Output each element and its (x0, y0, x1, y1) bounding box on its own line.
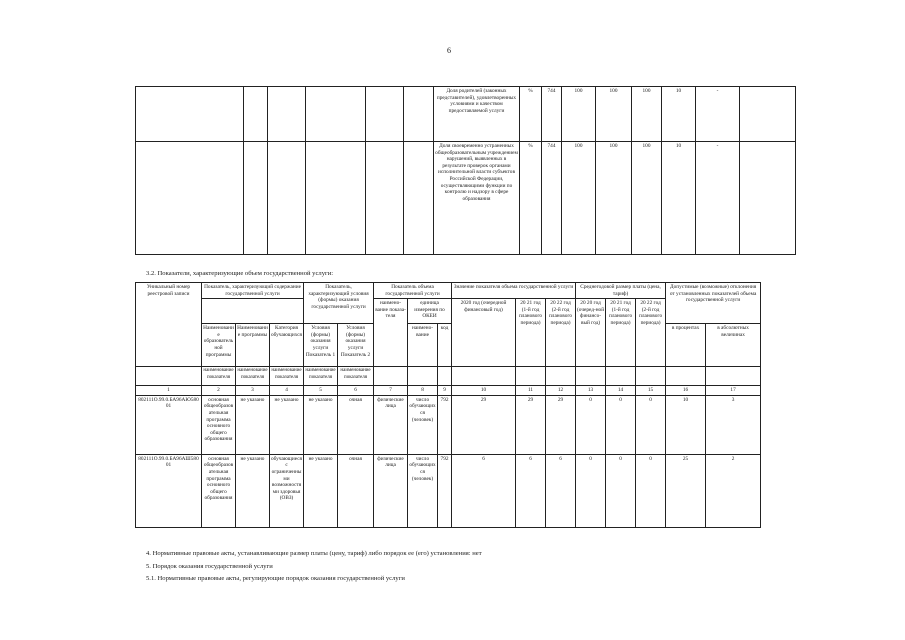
column-number: 7 (374, 386, 408, 396)
tolerance-absolute: - (696, 87, 740, 142)
fee-2021-header: 20 21 год (1-й год планового периода) (606, 299, 636, 367)
column-numbers-row (136, 386, 761, 396)
condition2-cell: очная (338, 454, 374, 527)
volume-name-header: наимено-вание показа-теля (374, 299, 408, 367)
table-row (136, 87, 796, 142)
conditions-group-header: Показатель, характеризующий условия (формы) оказания государственной услуги (304, 283, 374, 324)
registry-id: 802111О.99.0.БА96АЮ58001 (136, 395, 202, 454)
sub-name: наименование показателя (338, 367, 374, 386)
value-2020: 100 (562, 142, 596, 255)
unit-code-header: код (438, 324, 452, 367)
subheader-row (136, 367, 761, 386)
indicator-name: Доля родителей (законных представителей), удовлетворенных условиями и качеством предоставляемой услуги (434, 87, 520, 142)
table-row (136, 142, 796, 255)
fee-2020: 0 (576, 454, 606, 527)
code-cell: 792 (438, 395, 452, 454)
column-number: 3 (236, 386, 270, 396)
tolerance-percent: 10 (666, 395, 706, 454)
table-row (136, 454, 761, 527)
column-number: 11 (516, 386, 546, 396)
unique-number-header: Уникальный номер реестровой записи (136, 283, 202, 367)
code-cell: 744 (542, 142, 562, 255)
fee-2021: 0 (606, 454, 636, 527)
tolerance-percent-header: в процентах (666, 324, 706, 367)
column-number: 9 (438, 386, 452, 396)
value-2022: 29 (546, 395, 576, 454)
col-condition1-header: Условия (формы) оказания услуги Показатель 1 (304, 324, 338, 367)
tolerance-absolute: - (696, 142, 740, 255)
registry-id: 802111О.99.0.БА96АШ58001 (136, 454, 202, 527)
header-row (136, 283, 761, 299)
values-group-header: Значение показателя объема государственной услуги (452, 283, 576, 299)
tolerance-absolute: 2 (706, 454, 761, 527)
value-2021: 100 (596, 87, 632, 142)
fee-2022: 0 (636, 454, 666, 527)
header-row (136, 324, 761, 367)
tolerance-percent: 10 (662, 142, 696, 255)
value-2021: 100 (596, 142, 632, 255)
column-number: 15 (636, 386, 666, 396)
column-number: 1 (136, 386, 202, 396)
col-programs-header: Наименование программы (236, 324, 270, 367)
fee-2020: 0 (576, 395, 606, 454)
tolerance-absolute: 3 (706, 395, 761, 454)
unit-group-header: единица измерения по ОКЕИ (408, 299, 452, 324)
column-number: 12 (546, 386, 576, 396)
column-number: 13 (576, 386, 606, 396)
tolerance-percent: 10 (662, 87, 696, 142)
unit-cell: % (520, 87, 542, 142)
code-cell: 792 (438, 454, 452, 527)
fee-2022-header: 20 22 год (2-й год планового периода) (636, 299, 666, 367)
content-group-header: Показатель, характеризующий содержание государственной услуги (202, 283, 304, 299)
program-cell: основная общеобразовательная программа основного общего образования (202, 454, 236, 527)
col-program-header: Наименование образовательной программы (202, 324, 236, 367)
volume-group-header: Показатель объема государственной услуги (374, 283, 452, 299)
footer-line: 5. Порядок оказания государственной услуги (146, 563, 273, 570)
column-number: 6 (338, 386, 374, 396)
table-row (136, 395, 761, 454)
value-2021: 6 (516, 454, 546, 527)
column-number: 8 (408, 386, 438, 396)
value-2020: 6 (452, 454, 516, 527)
category-cell: обучающиеся с ограниченными возможностями здоровья (ОВЗ) (270, 454, 304, 527)
column-number: 14 (606, 386, 636, 396)
value-2021: 29 (516, 395, 546, 454)
value-2020: 29 (452, 395, 516, 454)
value-2022: 6 (546, 454, 576, 527)
indicator-cell: физические лица (374, 454, 408, 527)
condition1-cell: не указано (304, 454, 338, 527)
sub-name: наименование показателя (202, 367, 236, 386)
value-2022: 100 (632, 87, 662, 142)
tolerance-absolute-header: в абсолютных величинах (706, 324, 761, 367)
year-2022-header: 20 22 год (2-й год планового периода) (546, 299, 576, 367)
column-number: 16 (666, 386, 706, 396)
unit-cell: число обучающихся (человек) (408, 454, 438, 527)
category-cell: не указано (270, 395, 304, 454)
year-2020-header: 2020 год (очередной финансовый год) (452, 299, 516, 367)
value-2022: 100 (632, 142, 662, 255)
footer-line: 5.1. Нормативные правовые акты, регулирующие порядок оказания государственной услуги (146, 575, 405, 582)
sub-name: наименование показателя (270, 367, 304, 386)
tolerance-percent: 25 (666, 454, 706, 527)
unit-name-header: наимено-вание (408, 324, 438, 367)
programs-cell: не указано (236, 395, 270, 454)
tolerance-group-header: Допустимые (возможные) отклонения от установленных показателей объема государственной услуги (666, 283, 761, 324)
sub-name: наименование показателя (236, 367, 270, 386)
footer-line: 4. Нормативные правовые акты, устанавливающие размер платы (цену, тариф) либо порядок ее (его) установления: нет (146, 550, 482, 557)
column-number: 4 (270, 386, 304, 396)
year-2021-header: 20 21 год (1-й год планового периода) (516, 299, 546, 367)
indicator-cell: физические лица (374, 395, 408, 454)
condition1-cell: не указано (304, 395, 338, 454)
col-condition2-header: Условия (формы) оказания услуги Показатель 2 (338, 324, 374, 367)
indicator-name: Доля своевременно устраненных общеобразовательным учреждением нарушений, выявленных в результате проверок органами исполнительной власти субъектов Российской Федерации, осуществляющими функции по контролю и надзору в сфере образования (434, 142, 520, 255)
value-2020: 100 (562, 87, 596, 142)
column-number: 2 (202, 386, 236, 396)
program-cell: основная общеобразовательная программа основного общего образования (202, 395, 236, 454)
col-category-header: Категория обучающихся (270, 324, 304, 367)
column-number: 5 (304, 386, 338, 396)
fee-2022: 0 (636, 395, 666, 454)
fee-group-header: Среднегодовой размер платы (цена, тариф) (576, 283, 666, 299)
quality-indicators-table (135, 86, 796, 255)
fee-2021: 0 (606, 395, 636, 454)
unit-cell: число обучающихся (человек) (408, 395, 438, 454)
column-number: 10 (452, 386, 516, 396)
volume-indicators-table (135, 282, 761, 528)
sub-name: наименование показателя (304, 367, 338, 386)
column-number: 17 (706, 386, 761, 396)
unit-cell: % (520, 142, 542, 255)
section-caption: 3.2. Показатели, характеризующие объем государственной услуги: (146, 270, 334, 277)
fee-2020-header: 20 20 год (очеред-ной финансо-вый год) (576, 299, 606, 367)
page-number: 6 (447, 46, 451, 55)
code-cell: 744 (542, 87, 562, 142)
condition2-cell: очная (338, 395, 374, 454)
programs-cell: не указано (236, 454, 270, 527)
